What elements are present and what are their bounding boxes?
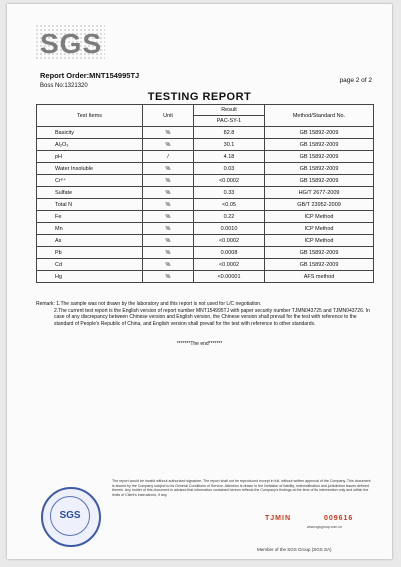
cell-method: GB 15892-2009 [265, 151, 374, 163]
table-row [37, 199, 374, 211]
cell-result: 0.22 [194, 211, 265, 223]
cell-item: Cr⁶⁺ [37, 175, 143, 187]
serial-number [265, 515, 353, 522]
cell-result: <0.05 [194, 199, 265, 211]
cell-unit: % [143, 259, 194, 271]
table-row [37, 235, 374, 247]
cell-unit: % [143, 223, 194, 235]
cell-result: <0.00001 [194, 271, 265, 283]
cell-result: 0.33 [194, 187, 265, 199]
sample-id: PAC-SY-1 [194, 116, 265, 127]
col-method: Method/Standard No. [265, 105, 374, 127]
col-result: Result [194, 105, 265, 116]
cell-result: 0.0008 [194, 247, 265, 259]
cell-result: 82.8 [194, 127, 265, 139]
cell-item: Al₂O₃ [37, 139, 143, 151]
sgs-logo: SGS [40, 28, 103, 59]
end-marker: *******The end******* [176, 341, 223, 347]
cell-unit: % [143, 187, 194, 199]
cell-item: Cd [37, 259, 143, 271]
cell-item: Sulfate [37, 187, 143, 199]
cell-method: HG/T 2677-2009 [265, 187, 374, 199]
cell-unit: / [143, 151, 194, 163]
col-test-items: Test Items [37, 105, 143, 127]
table-row [37, 139, 374, 151]
cell-result: 0.0010 [194, 223, 265, 235]
cell-item: Fe [37, 211, 143, 223]
cell-unit: % [143, 139, 194, 151]
page-number: page 2 of 2 [339, 77, 372, 84]
table-row [37, 211, 374, 223]
cell-result: 30.1 [194, 139, 265, 151]
cell-method: GB 15892-2009 [265, 259, 374, 271]
cell-unit: % [143, 235, 194, 247]
cell-item: Water Insoluble [37, 163, 143, 175]
cell-method: ICP Method [265, 235, 374, 247]
cell-unit: % [143, 271, 194, 283]
cell-result: <0.0002 [194, 259, 265, 271]
cell-unit: % [143, 211, 194, 223]
boss-number: Boss No:1321320 [40, 83, 88, 89]
stamp-logo: SGS [50, 496, 90, 536]
cell-method: ICP Method [265, 211, 374, 223]
cell-item: Pb [37, 247, 143, 259]
cell-result: <0.0002 [194, 175, 265, 187]
cell-item: Hg [37, 271, 143, 283]
cell-method: GB 15892-2009 [265, 175, 374, 187]
cell-result: 0.03 [194, 163, 265, 175]
table-row [37, 163, 374, 175]
cell-item: Basicity [37, 127, 143, 139]
footer-terms: The report would be invalid without authorized signature. The report shall not be reproduced except in full, without written approval of the Company. This document is issued by the Company subject to its General Conditions of Service. Attention is drawn to the limitation of liability, indemnification and jurisdiction issues defined therein. Any holder of this document is advised that information contained hereon reflects the Company's findings at the time of its intervention only and within the limits of Client's instructions, if any. [112, 479, 371, 497]
report-sheet [7, 4, 392, 559]
table-row [37, 187, 374, 199]
table-row [37, 247, 374, 259]
cell-unit: % [143, 199, 194, 211]
website: www.sgsgroup.com.cn [307, 525, 343, 529]
cell-item: Mn [37, 223, 143, 235]
remark-2: 2.The current test report is the English version of report number MNT154995TJ with paper security number TJMN043725 and TJMN043726. In case of any discrepancy between Chinese version and English version, the Chinese version shall prevail for the test with reference to the standard of People's Republic of China, and English version shall prevail for the test with reference to other standards. [54, 307, 370, 327]
cell-method: GB/T 23952-2009 [265, 199, 374, 211]
member-line: Member of the SGS Group (SGS SA) [257, 547, 332, 552]
cell-method: GB 15892-2009 [265, 247, 374, 259]
cell-unit: % [143, 163, 194, 175]
remarks [36, 301, 372, 327]
cell-method: GB 15892-2009 [265, 139, 374, 151]
cell-result: 4.18 [194, 151, 265, 163]
cell-item: pH [37, 151, 143, 163]
serial-prefix: TJMIN [265, 515, 291, 522]
table-row [37, 127, 374, 139]
table-row [37, 151, 374, 163]
cell-method: GB 15892-2009 [265, 127, 374, 139]
serial-digits: 009616 [323, 515, 354, 522]
cell-item: As [37, 235, 143, 247]
results-table [36, 104, 374, 283]
report-title: TESTING REPORT [147, 91, 252, 103]
cell-result: <0.0002 [194, 235, 265, 247]
table-row [37, 223, 374, 235]
sgs-seal-stamp [41, 487, 101, 547]
table-row [37, 175, 374, 187]
cell-unit: % [143, 127, 194, 139]
cell-method: ICP Method [265, 223, 374, 235]
remark-1: Remark: 1.The sample was not drawn by the laboratory and this report is not used for L/C negotiation. [36, 301, 262, 307]
cell-unit: % [143, 247, 194, 259]
cell-unit: % [143, 175, 194, 187]
cell-item: Total N [37, 199, 143, 211]
report-order: Report Order:MNT154995TJ [40, 71, 140, 80]
col-unit: Unit [143, 105, 194, 127]
table-row [37, 259, 374, 271]
cell-method: GB 15892-2009 [265, 163, 374, 175]
table-row [37, 271, 374, 283]
cell-method: AFS method [265, 271, 374, 283]
